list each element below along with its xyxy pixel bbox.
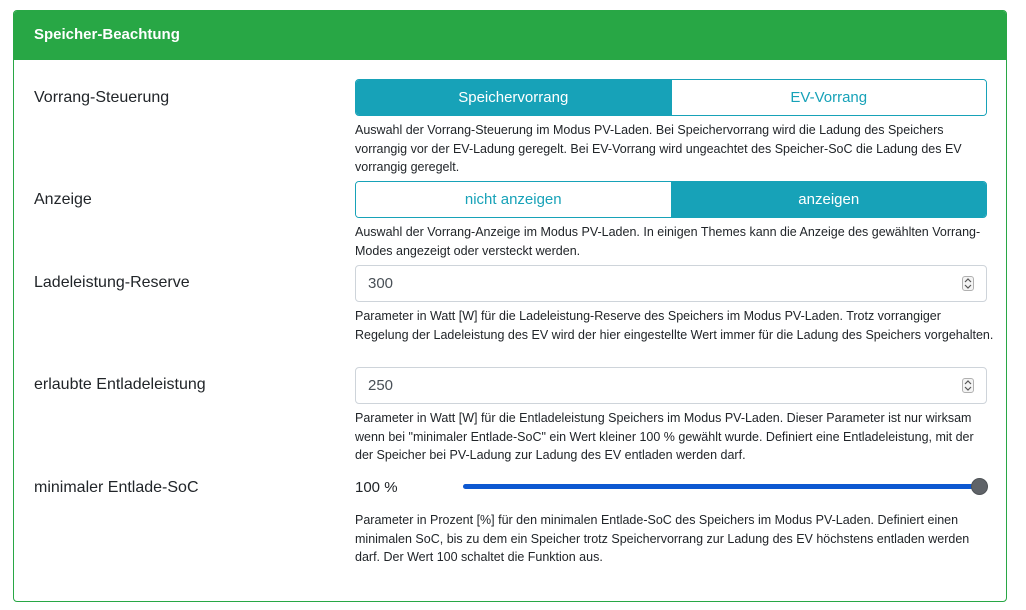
soc-value: 100 % (355, 479, 398, 496)
vorrang-help: Auswahl der Vorrang-Steuerung im Modus PV-Laden. Bei Speichervorrang wird die Ladung des Speichers vorrangig vor der EV-Ladung geregelt. Bei EV-Vorrang wird ungeachtet des Speicher-SoC die Ladung des EV vorrangig geregelt. (355, 123, 962, 174)
anzeige-label: Anzeige (34, 191, 92, 208)
nicht-anzeigen-button[interactable]: nicht anzeigen (356, 182, 671, 217)
entladeleistung-value: 250 (368, 377, 394, 394)
anzeige-help: Auswahl der Vorrang-Anzeige im Modus PV-Laden. In einigen Themes kann die Anzeige des gewählten Vorrang-Modes angezeigt oder versteckt werden. (355, 225, 981, 258)
ev-vorrang-button[interactable]: EV-Vorrang (671, 80, 987, 115)
reserve-label: Ladeleistung-Reserve (34, 274, 190, 291)
entladeleistung-input[interactable] (355, 367, 987, 404)
vorrang-label: Vorrang-Steuerung (34, 89, 170, 106)
speicher-card (13, 10, 1007, 602)
entladeleistung-spinner-icon[interactable] (962, 378, 974, 393)
reserve-help: Parameter in Watt [W] für die Ladeleistung-Reserve des Speichers im Modus PV-Laden. Trotz vorrangiger Regelung der Ladeleistung des EV wird der hier eingestellte Wert immer für die Ladung des Speichers vorgehalten. (355, 309, 994, 342)
speichervorrang-button[interactable]: Speichervorrang (356, 80, 671, 115)
anzeige-toggle-group (355, 181, 987, 218)
soc-label: minimaler Entlade-SoC (34, 479, 199, 496)
vorrang-toggle-group (355, 79, 987, 116)
reserve-spinner-icon[interactable] (962, 276, 974, 291)
reserve-input[interactable] (355, 265, 987, 302)
soc-help: Parameter in Prozent [%] für den minimalen Entlade-SoC des Speichers im Modus PV-Laden. Definiert einen minimalen SoC, bis zu dem ein Speicher trotz Speichervorrang zur Ladung des EV höchstens entladen werden darf. Der Wert 100 schaltet die Funktion aus. (355, 513, 970, 564)
soc-slider[interactable] (463, 484, 979, 489)
card-title: Speicher-Beachtung (14, 11, 1006, 60)
soc-slider-fill (463, 484, 979, 489)
reserve-value: 300 (368, 275, 394, 292)
anzeigen-button[interactable]: anzeigen (671, 182, 987, 217)
entladeleistung-label: erlaubte Entladeleistung (34, 376, 206, 393)
soc-slider-thumb[interactable] (971, 478, 988, 495)
entladeleistung-help: Parameter in Watt [W] für die Entladeleistung Speichers im Modus PV-Laden. Dieser Parameter ist nur wirksam wenn bei "minimaler Entlade-SoC" ein Wert kleiner 100 % gewählt wurde. Definiert eine Entladeleistung, mit der der Speicher bei PV-Ladung zur Ladung des EV entladen werden darf. (355, 411, 974, 462)
